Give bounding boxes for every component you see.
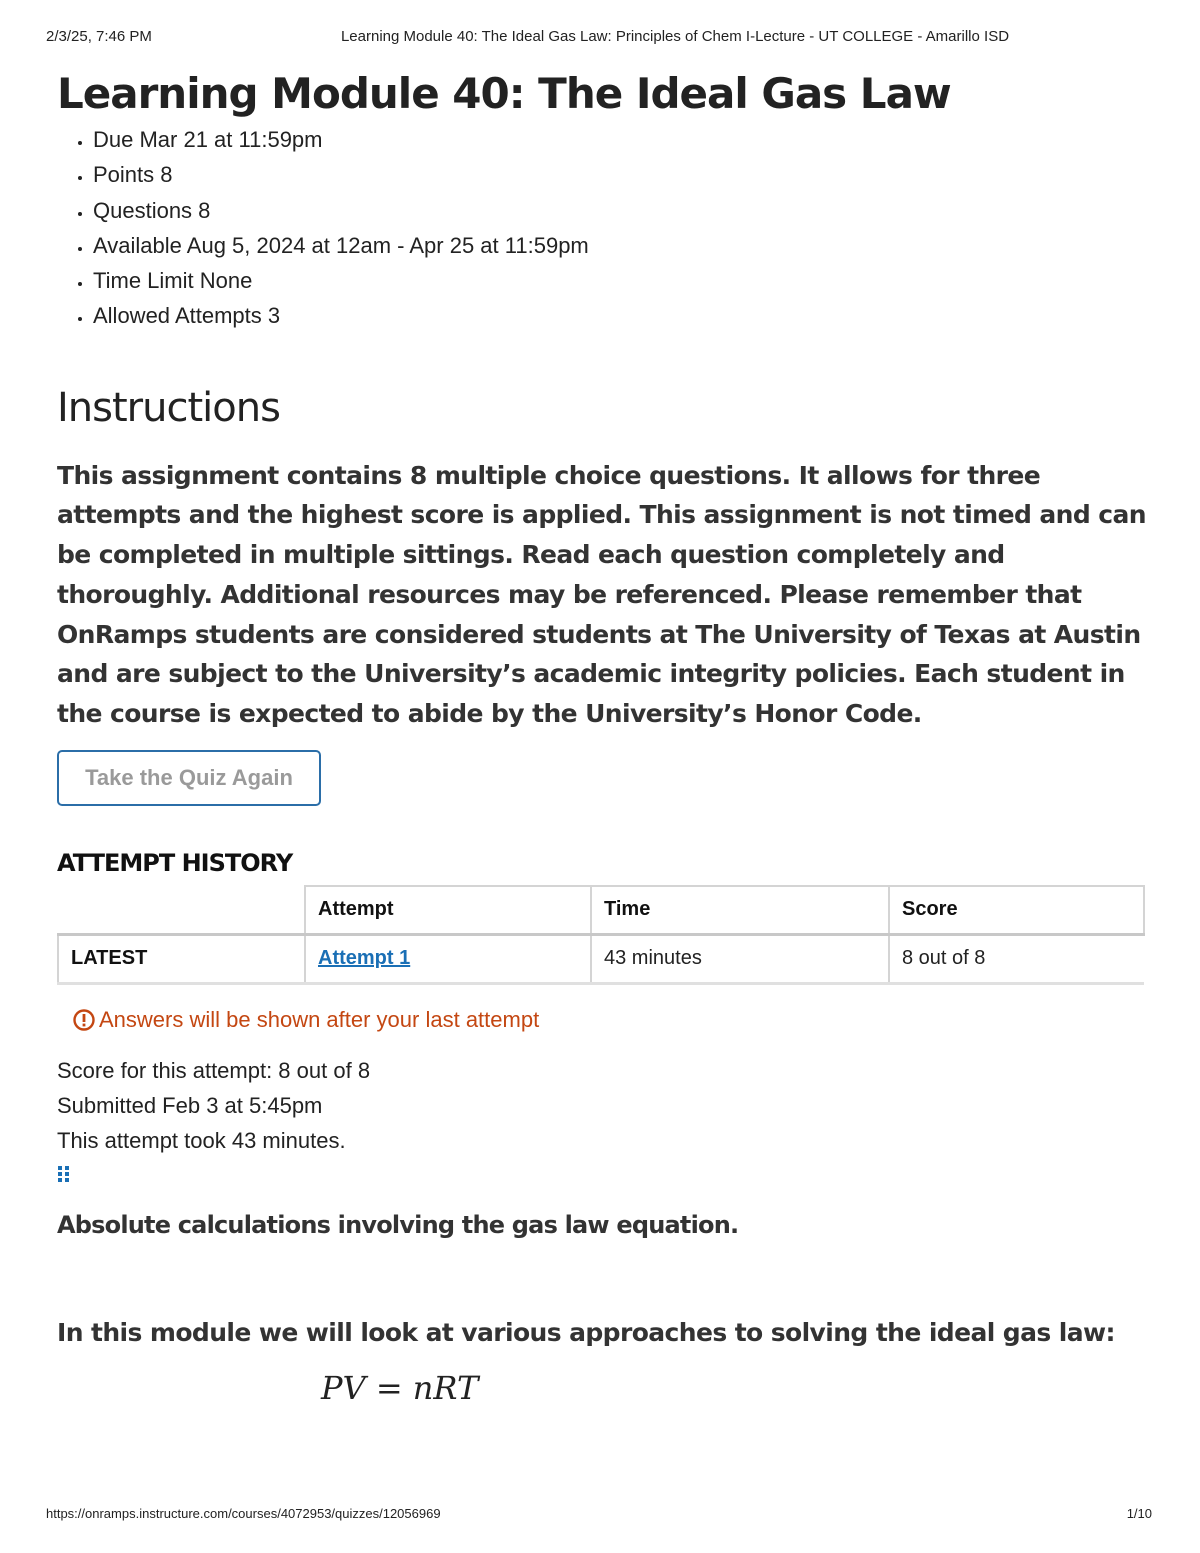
attempt-info bbox=[57, 1053, 1147, 1159]
attempt-cell bbox=[305, 934, 591, 983]
instructions-heading: Instructions bbox=[57, 384, 280, 431]
print-url: https://onramps.instructure.com/courses/4072953/quizzes/12056969 bbox=[46, 1506, 441, 1521]
page-title: Learning Module 40: The Ideal Gas Law bbox=[57, 69, 951, 118]
print-page-number: 1/10 bbox=[1126, 1506, 1152, 1521]
warning-icon bbox=[73, 1009, 95, 1031]
answers-warning bbox=[73, 1005, 1147, 1035]
meta-time-limit: • Time Limit None bbox=[93, 263, 1147, 298]
drag-handle-icon[interactable] bbox=[57, 1165, 1147, 1192]
print-header bbox=[0, 28, 1200, 48]
table-header-row bbox=[58, 886, 1144, 935]
grip-dots-icon bbox=[57, 1165, 71, 1187]
print-title: Learning Module 40: The Ideal Gas Law: Principles of Chem I-Lecture - UT COLLEGE - Amarillo ISD bbox=[340, 28, 1010, 45]
take-quiz-again-button[interactable]: Take the Quiz Again bbox=[57, 750, 321, 806]
main-content bbox=[57, 66, 1147, 1408]
header-attempt: Attempt bbox=[305, 886, 591, 935]
attempt-score: Score for this attempt: 8 out of 8 bbox=[57, 1057, 371, 1083]
attempt-history-heading: ATTEMPT HISTORY bbox=[57, 848, 293, 877]
instructions-text: This assignment contains 8 multiple choice questions. It allows for three attempts and the highest score is applied. This assignment is not timed and can be completed in multiple sittings. Read each question completely and thoroughly. Additional resources may be referenced. Please remember that OnRamps students are considered students at The University of Texas at Austin and are subject to the University’s academic integrity policies. Each student in the course is expected to abide by the University’s Honor Code. bbox=[57, 460, 1146, 728]
print-date: 2/3/25, 7:46 PM bbox=[46, 28, 152, 45]
warning-text: Answers will be shown after your last attempt bbox=[99, 1006, 540, 1032]
question-title: Absolute calculations involving the gas law equation. bbox=[57, 1210, 739, 1239]
meta-allowed-attempts: • Allowed Attempts 3 bbox=[93, 298, 1147, 333]
attempt-submitted: Submitted Feb 3 at 5:45pm bbox=[57, 1093, 323, 1118]
header-score: Score bbox=[889, 886, 1144, 935]
table-row bbox=[58, 934, 1144, 983]
header-blank bbox=[58, 886, 305, 935]
time-cell: 43 minutes bbox=[591, 934, 889, 983]
quiz-meta-list bbox=[57, 122, 1147, 334]
ideal-gas-equation: PV = nRT bbox=[321, 1368, 479, 1407]
print-footer bbox=[0, 1506, 1200, 1526]
row-label-latest: LATEST bbox=[58, 934, 305, 983]
meta-available: • Available Aug 5, 2024 at 12am - Apr 25 at 11:59pm bbox=[93, 228, 1147, 263]
question-intro: In this module we will look at various approaches to solving the ideal gas law: bbox=[57, 1317, 1115, 1347]
meta-due: • Due Mar 21 at 11:59pm bbox=[93, 122, 1147, 157]
attempt-1-link[interactable]: Attempt 1 bbox=[318, 947, 411, 970]
attempt-duration: This attempt took 43 minutes. bbox=[57, 1128, 346, 1154]
header-time: Time bbox=[591, 886, 889, 935]
score-cell: 8 out of 8 bbox=[889, 934, 1144, 983]
meta-questions: • Questions 8 bbox=[93, 193, 1147, 228]
meta-points: • Points 8 bbox=[93, 157, 1147, 192]
attempt-history-table bbox=[57, 885, 1145, 985]
